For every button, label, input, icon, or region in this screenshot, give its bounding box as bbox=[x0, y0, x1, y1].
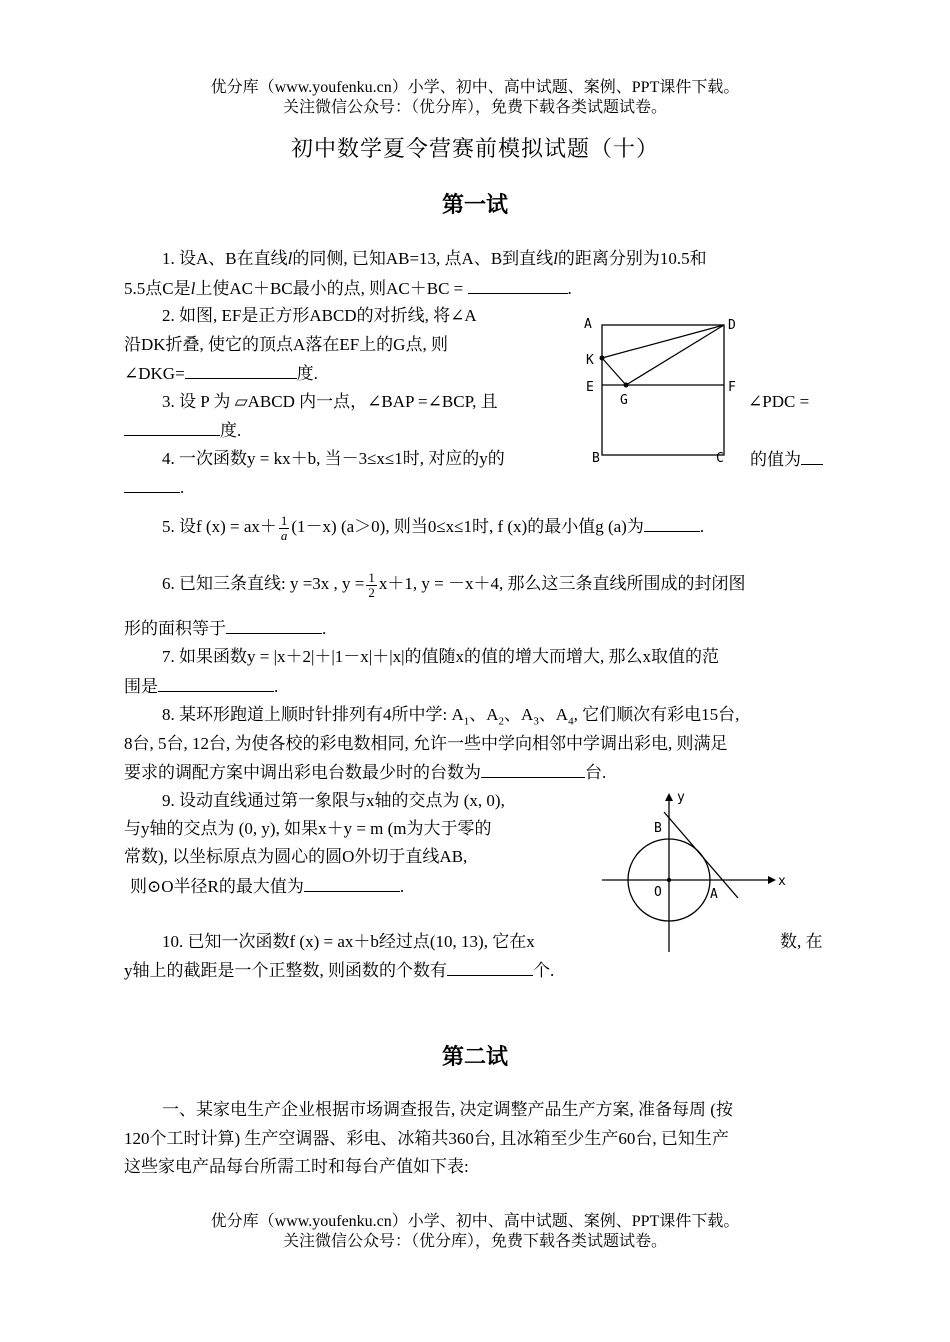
part2-line1: 一、某家电生产企业根据市场调查报告, 决定调整产品生产方案, 准备每周 (按 bbox=[162, 1100, 733, 1119]
q6-line2: 形的面积等于 . bbox=[124, 619, 327, 638]
q9-line1: 9. 设动直线通过第一象限与x轴的交点为 (x, 0), bbox=[162, 791, 505, 810]
part1-heading: 第一试 bbox=[441, 192, 508, 217]
q3-line1b: ∠PDC = bbox=[748, 392, 810, 411]
q5-fraction: $\frac{1}{a}$ bbox=[280, 512, 288, 543]
label-d: D bbox=[728, 318, 736, 333]
segment-gd bbox=[626, 325, 724, 385]
q7-line1: 7. 如果函数y = |x＋2|＋|1－x|＋|x|的值随x的值的增大而增大, 那么x取值的范 bbox=[162, 647, 720, 666]
q2-line3: ∠DKG= 度. bbox=[124, 364, 318, 383]
q1-line2: 5.5点C是l上使AC＋BC最小的点, 则AC＋BC = . bbox=[124, 279, 572, 298]
label-e: E bbox=[586, 380, 594, 395]
q1-answer-blank bbox=[468, 277, 568, 294]
label-x: x bbox=[778, 874, 786, 889]
q7-answer-blank bbox=[158, 675, 274, 692]
header-line-2: 关注微信公众号：（优分库），免费下载各类试题试卷。 bbox=[282, 99, 667, 116]
q9-line3: 常数), 以坐标原点为圆心的圆O外切于直线AB, bbox=[124, 847, 468, 866]
q3-line2: 度. bbox=[124, 419, 241, 442]
label-k: K bbox=[586, 353, 594, 368]
q5-line: 5. 设f (x) = ax＋ $\frac{1}{a}$ (1－x) (a＞0), 则当0≤x≤1时, f (x)的最小值g (a)为 . bbox=[162, 512, 705, 543]
label-b2: B bbox=[654, 821, 662, 836]
label-y: y bbox=[677, 790, 685, 805]
q8-answer-blank bbox=[481, 761, 585, 778]
q10-line1a: 10. 已知一次函数f (x) = ax＋b经过点(10, 13), 它在x bbox=[162, 932, 535, 951]
point-g bbox=[624, 383, 629, 388]
label-f: F bbox=[728, 380, 736, 395]
q6-fraction: $\frac{1}{2}$ bbox=[368, 569, 375, 600]
x-axis-arrow bbox=[768, 876, 776, 884]
footer-line-1: 优分库（www.youfenku.cn）小学、初中、高中试题、案例、PPT课件下载。 bbox=[210, 1213, 740, 1230]
part2-line3: 这些家电产品每台所需工时和每台产值如下表: bbox=[124, 1157, 469, 1176]
q10-line1b: 数, 在 bbox=[780, 932, 823, 951]
part2-heading: 第二试 bbox=[441, 1044, 508, 1069]
q3-line1a: 3. 设 P 为 ▱ABCD 内一点，∠BAP =∠BCP, 且 bbox=[162, 392, 498, 411]
square-abcd bbox=[602, 325, 724, 455]
label-c: C bbox=[716, 451, 724, 466]
q2-line2: 沿DK折叠, 使它的顶点A落在EF上的G点, 则 bbox=[124, 335, 448, 354]
q4-line2: . bbox=[124, 476, 184, 499]
q6-answer-blank bbox=[226, 617, 322, 634]
q9-line2: 与y轴的交点为 (0, y), 如果x＋y = m (m为大于零的 bbox=[124, 819, 492, 838]
q4-answer-blank bbox=[124, 476, 180, 493]
q9-line4: 则⊙O半径R的最大值为 . bbox=[130, 877, 405, 896]
fold-line-dk bbox=[602, 325, 724, 358]
label-b: B bbox=[592, 451, 600, 466]
part2-line2: 120个工时计算) 生产空调器、彩电、冰箱共360台, 且冰箱至少生产60台, 已知生产 bbox=[124, 1129, 729, 1148]
q1-line1: 1. 设A、B在直线l的同侧, 已知AB=13, 点A、B到直线l的距离分别为10.5和 bbox=[162, 249, 707, 268]
q8-line2: 8台, 5台, 12台, 为使各校的彩电数相同, 允许一些中学向相邻中学调出彩电, 则满足 bbox=[124, 734, 728, 753]
q4-line1a: 4. 一次函数y = kx＋b, 当－3≤x≤1时, 对应的y的 bbox=[162, 449, 505, 468]
q10-answer-blank bbox=[447, 959, 533, 976]
q3-answer-blank bbox=[124, 419, 220, 436]
page-title: 初中数学夏令营赛前模拟试题（十） bbox=[290, 136, 659, 161]
point-k bbox=[600, 356, 605, 361]
q2-line1: 2. 如图, EF是正方形ABCD的对折线, 将∠A bbox=[162, 306, 477, 325]
y-axis-arrow bbox=[665, 793, 673, 801]
footer-line-2: 关注微信公众号：（优分库），免费下载各类试题试卷。 bbox=[282, 1233, 667, 1250]
q9-answer-blank bbox=[304, 875, 400, 892]
square-fold-figure bbox=[578, 310, 748, 470]
q2-answer-blank bbox=[185, 362, 297, 379]
label-g: G bbox=[620, 393, 628, 408]
origin-point bbox=[667, 878, 671, 882]
label-a: A bbox=[584, 317, 592, 332]
q5-answer-blank bbox=[644, 515, 700, 532]
label-a2: A bbox=[710, 887, 718, 902]
label-o: O bbox=[654, 885, 662, 900]
segment-kg bbox=[602, 358, 626, 385]
header-line-1: 优分库（www.youfenku.cn）小学、初中、高中试题、案例、PPT课件下载。 bbox=[210, 79, 740, 96]
q6-line1: 6. 已知三条直线: y =3x , y = $\frac{1}{2}$ x＋1, y = －x＋4, 那么这三条直线所围成的封闭图 bbox=[162, 569, 746, 600]
circle-tangent-figure bbox=[598, 786, 788, 956]
q10-line2: y轴上的截距是一个正整数, 则函数的个数有 个. bbox=[124, 961, 555, 980]
q7-line2: 围是 . bbox=[124, 677, 279, 696]
q8-line1: 8. 某环形跑道上顺时针排列有4所中学: $A_1$、$A_2$、$A_3$、$A_4$, 它们顺次有彩电15台, bbox=[162, 705, 740, 728]
q8-line3: 要求的调配方案中调出彩电台数最少时的台数为 台. bbox=[124, 763, 607, 782]
q4-line1b: 的值为 bbox=[750, 448, 823, 471]
line-ab bbox=[664, 812, 738, 898]
